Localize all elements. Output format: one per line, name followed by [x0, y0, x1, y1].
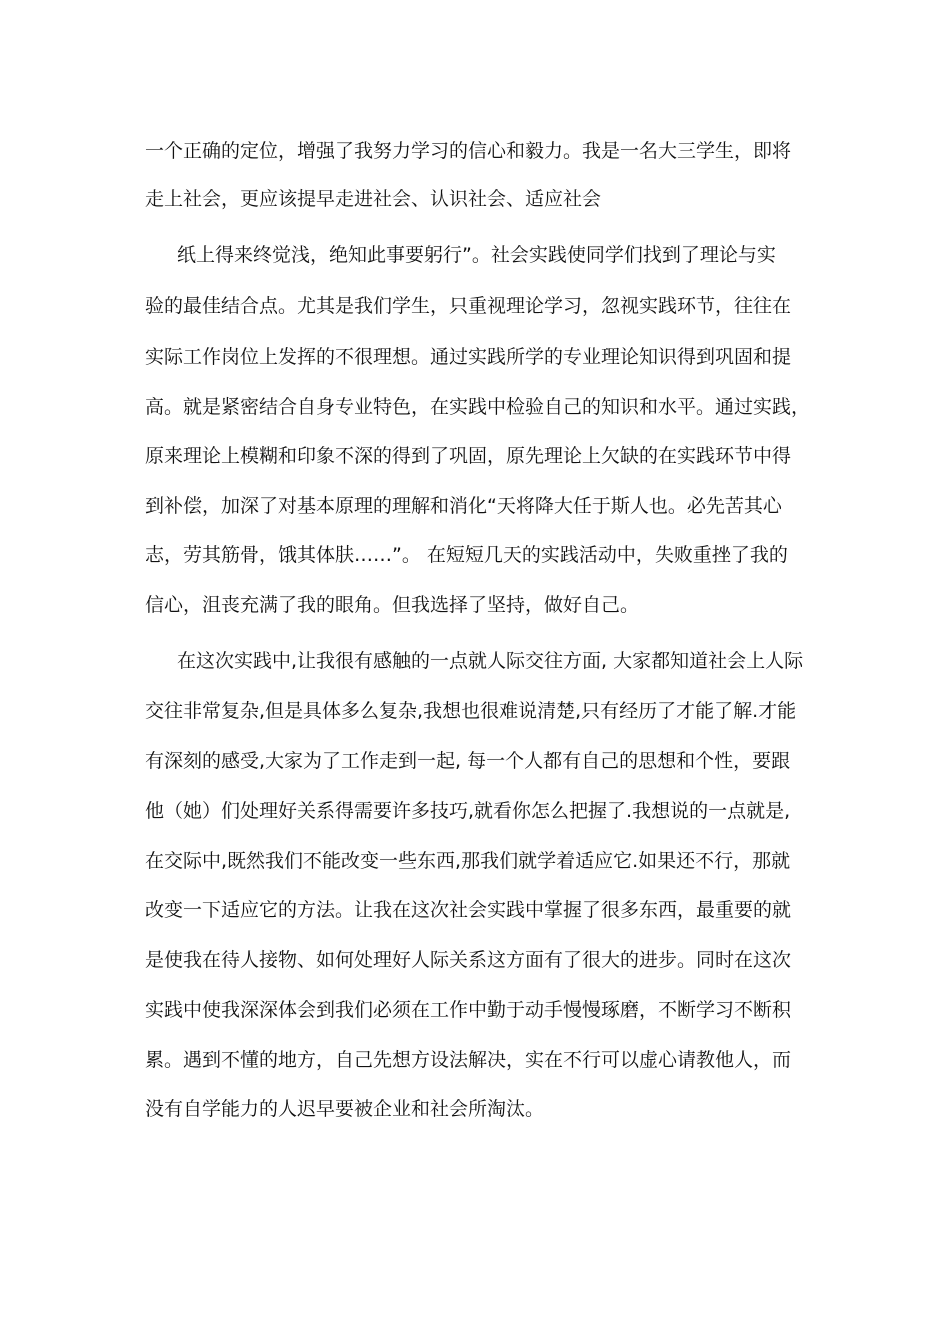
text-line: 他（她）们处理好关系得需要许多技巧,就看你怎么把握了.我想说的一点就是,: [145, 800, 791, 822]
text-line: 有深刻的感受,大家为了工作走到一起, 每一个人都有自己的思想和个性，要跟: [145, 750, 791, 772]
text-line: 是使我在待人接物、如何处理好人际关系这方面有了很大的进步。同时在这次: [145, 949, 792, 971]
text-line: 志，劳其筋骨，饿其体肤……”。 在短短几天的实践活动中，失败重挫了我的: [145, 544, 788, 566]
text-line: 高。就是紧密结合自身专业特色，在实践中检验自己的知识和水平。通过实践，: [145, 396, 811, 418]
text-line: 改变一下适应它的方法。让我在这次社会实践中掌握了很多东西，最重要的就: [145, 899, 792, 921]
text-line: 原来理论上模糊和印象不深的得到了巩固，原先理论上欠缺的在实践环节中得: [145, 445, 792, 467]
text-line: 累。遇到不懂的地方，自己先想方设法解决，实在不行可以虚心请教他人，而: [145, 1049, 792, 1071]
paragraph-first-line: 纸上得来终觉浅，绝知此事要躬行”。社会实践使同学们找到了理论与实: [177, 244, 776, 266]
text-line: 走上社会，更应该提早走进社会、认识社会、适应社会: [145, 188, 602, 210]
text-line: 在交际中,既然我们不能改变一些东西,那我们就学着适应它.如果还不行，那就: [145, 850, 791, 872]
text-line: 实际工作岗位上发挥的不很理想。通过实践所学的专业理论知识得到巩固和提: [145, 346, 792, 368]
text-line: 一个正确的定位，增强了我努力学习的信心和毅力。我是一名大三学生，即将: [145, 140, 792, 162]
paragraph-first-line: 在这次实践中,让我很有感触的一点就人际交往方面, 大家都知道社会上人际: [177, 650, 804, 672]
text-line: 验的最佳结合点。尤其是我们学生，只重视理论学习，忽视实践环节，往往在: [145, 295, 792, 317]
text-line: 信心，沮丧充满了我的眼角。但我选择了坚持，做好自己。: [145, 594, 640, 616]
text-line: 到补偿，加深了对基本原理的理解和消化“天将降大任于斯人也。必先苦其心: [145, 495, 782, 517]
text-line: 没有自学能力的人迟早要被企业和社会所淘汰。: [145, 1098, 545, 1120]
text-line: 交往非常复杂,但是具体多么复杂,我想也很难说清楚,只有经历了才能了解.才能: [145, 700, 797, 722]
text-line: 实践中使我深深体会到我们必须在工作中勤于动手慢慢琢磨，不断学习不断积: [145, 999, 792, 1021]
